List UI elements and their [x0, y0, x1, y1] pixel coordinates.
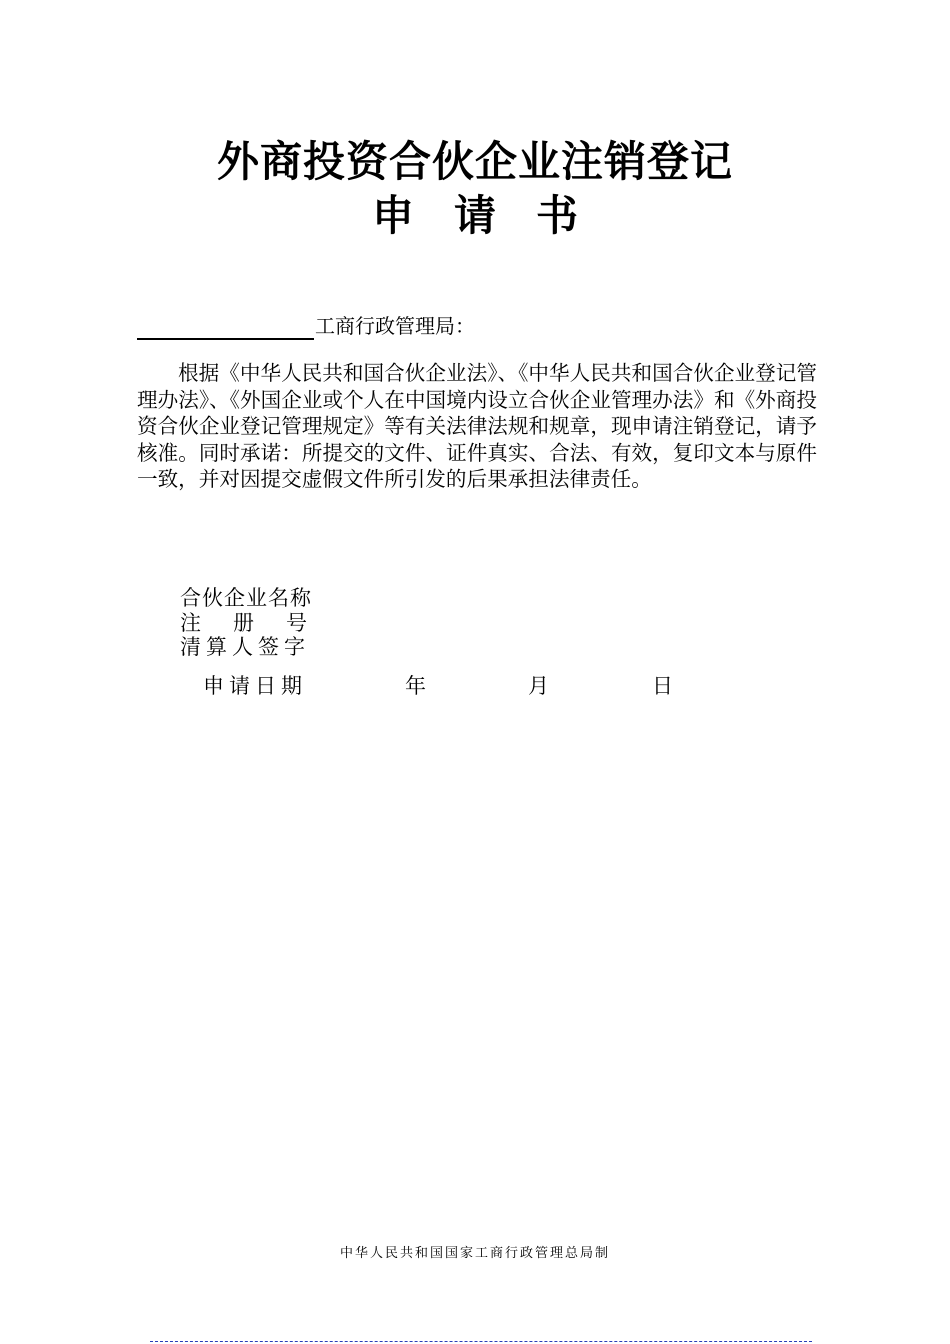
- application-date-label: 申请日期: [203, 674, 307, 698]
- date-year-unit: 年: [405, 674, 426, 698]
- application-statement: 根据《中华人民共和国合伙企业法》、《中华人民共和国合伙企业登记管理办法》、《外国企业或个人在中国境内设立合伙企业管理办法》和《外商投资合伙企业登记管理规定》等有关法律法规和规章，现申请注销登记，请予核准。同时承诺：所提交的文件、证件真实、合法、有效，复印文本与原件一致，并对因提交虚假文件所引发的后果承担法律责任。: [137, 361, 817, 491]
- liquidator-signature-label: 清算人签字: [180, 635, 310, 659]
- authority-name-blank[interactable]: [137, 314, 314, 340]
- page-cut-line: [150, 1341, 812, 1342]
- issuer-footer: 中华人民共和国国家工商行政管理总局制: [339, 1246, 610, 1261]
- form-title: 外商投资合伙企业注销登记: [216, 137, 733, 186]
- date-month-unit: 月: [528, 674, 549, 698]
- addressee-line: [137, 312, 475, 340]
- form-subtitle: 申请书: [371, 191, 618, 240]
- addressee-suffix: 工商行政管理局：: [315, 314, 475, 338]
- date-day-unit: 日: [652, 674, 673, 698]
- enterprise-name-label: 合伙企业名称: [180, 586, 312, 610]
- form-fields: [180, 586, 339, 660]
- application-date-row: [0, 672, 950, 700]
- registration-number-label: 注册号: [180, 610, 339, 635]
